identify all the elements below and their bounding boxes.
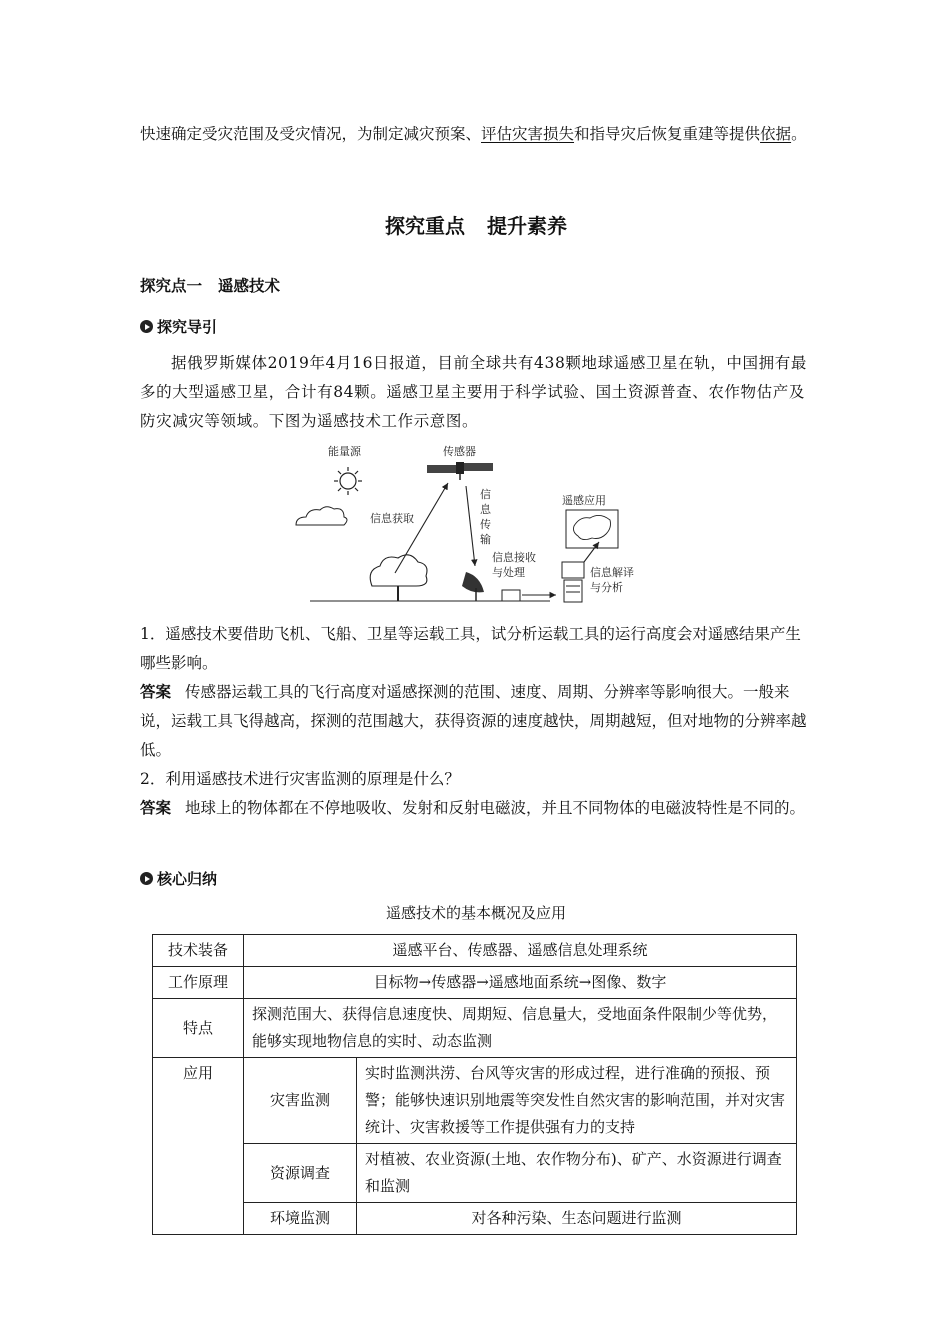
intro-underlined-1: 评估灾害损失 xyxy=(481,125,575,143)
label-rs-application: 遥感应用 xyxy=(562,494,606,507)
label-receive-2: 与处理 xyxy=(492,566,525,579)
answer-1 xyxy=(140,678,812,765)
section-title-left: 探究重点 xyxy=(385,214,465,238)
tree-icon xyxy=(370,555,427,601)
row-value-equipment: 遥感平台、传感器、遥感信息处理系统 xyxy=(244,935,797,967)
table-row xyxy=(153,1058,797,1144)
answer-1-text: 传感器运载工具的飞行高度对遥感探测的范围、速度、周期、分辨率等影响很大。一般来说，运载工具飞得越高，探测的范围越大，获得资源的速度越快，周期越短，但对地物的分辨率越低。 xyxy=(140,683,807,759)
label-info-acquire: 信息获取 xyxy=(370,512,414,525)
sub-key-disaster: 灾害监测 xyxy=(244,1058,357,1144)
row-key-principle: 工作原理 xyxy=(153,967,244,999)
answer-1-label: 答案 xyxy=(140,683,172,701)
question-2: 2．利用遥感技术进行灾害监测的原理是什么？ xyxy=(140,770,460,788)
table-row xyxy=(153,999,797,1058)
guide-paragraph: 据俄罗斯媒体2019年4月16日报道，目前全球共有438颗地球遥感卫星在轨，中国拥有最多的大型遥感卫星，合计有84颗。遥感卫星主要用于科学试验、国土资源普查、农作物估产及防灾减灾等领域。下图为遥感技术工作示意图。 xyxy=(140,354,807,430)
row-key-features: 特点 xyxy=(153,999,244,1058)
row-key-application: 应用 xyxy=(153,1058,244,1235)
play-marker-icon xyxy=(140,320,153,333)
sun-icon xyxy=(334,467,362,495)
section-title xyxy=(140,210,812,239)
label-receive-1: 信息接收 xyxy=(492,551,536,564)
intro-text-3: 。 xyxy=(791,125,807,143)
row-key-equipment: 技术装备 xyxy=(153,935,244,967)
row-value-principle: 目标物→传感器→遥感地面系统→图像、数字 xyxy=(244,967,797,999)
sub-value-resource: 对植被、农业资源(土地、农作物分布)、矿产、水资源进行调查和监测 xyxy=(357,1144,797,1203)
guide-heading-text: 探究导引 xyxy=(157,318,218,336)
label-transmit-1: 信 xyxy=(480,488,491,501)
label-transmit-4: 输 xyxy=(480,533,491,546)
core-heading-text: 核心归纳 xyxy=(157,870,218,888)
table-row xyxy=(153,967,797,999)
core-heading xyxy=(140,868,217,889)
arrow-transmit xyxy=(466,486,475,566)
label-sensor: 传感器 xyxy=(443,445,476,458)
intro-paragraph xyxy=(140,120,812,149)
play-marker-icon xyxy=(140,872,153,885)
sub-value-disaster: 实时监测洪涝、台风等灾害的形成过程，进行准确的预报、预警；能够快速识别地震等突发性自然灾害的影响范围，并对灾害统计、灾害救援等工作提供强有力的支持 xyxy=(357,1058,797,1144)
guide-heading xyxy=(140,316,217,337)
label-transmit-3: 传 xyxy=(480,518,491,531)
intro-text-2: 和指导灾后恢复重建等提供 xyxy=(574,125,761,143)
sub-key-resource: 资源调查 xyxy=(244,1144,357,1203)
intro-underlined-2: 依据 xyxy=(760,125,792,143)
answer-2-text: 地球上的物体都在不停地吸收、发射和反射电磁波，并且不同物体的电磁波特性是不同的。 xyxy=(185,799,806,817)
sub-value-environment: 对各种污染、生态问题进行监测 xyxy=(357,1203,797,1235)
point-title-topic: 遥感技术 xyxy=(218,277,281,295)
question-1: 1．遥感技术要借助飞机、飞船、卫星等运载工具，试分析运载工具的运行高度会对遥感结果产生哪些影响。 xyxy=(140,625,801,672)
sub-key-environment: 环境监测 xyxy=(244,1203,357,1235)
summary-table xyxy=(152,934,797,1235)
point-title xyxy=(140,274,280,296)
arrow-to-application xyxy=(584,542,599,562)
answer-2-label: 答案 xyxy=(140,799,172,817)
row-value-features: 探测范围大、获得信息速度快、周期短、信息量大，受地面条件限制少等优势，能够实现地物信息的实时、动态监测 xyxy=(244,999,797,1058)
label-interpret-1: 信息解译 xyxy=(590,566,634,579)
point-title-label: 探究点一 xyxy=(140,277,203,295)
computer-icon xyxy=(562,562,584,602)
table-title: 遥感技术的基本概况及应用 xyxy=(385,904,566,922)
arrow-acquire xyxy=(395,483,448,573)
remote-sensing-diagram xyxy=(290,438,670,610)
satellite-icon xyxy=(427,462,493,480)
cloud-icon xyxy=(296,507,347,525)
section-title-right: 提升素养 xyxy=(487,214,567,238)
table-row xyxy=(153,1144,797,1203)
table-row xyxy=(153,935,797,967)
answer-2 xyxy=(140,794,812,823)
label-transmit-2: 息 xyxy=(480,503,491,516)
intro-text-1: 快速确定受灾范围及受灾情况，为制定减灾预案、 xyxy=(140,125,482,143)
label-interpret-2: 与分析 xyxy=(590,581,623,594)
map-icon xyxy=(566,510,618,548)
table-row xyxy=(153,1203,797,1235)
label-energy-source: 能量源 xyxy=(328,445,361,458)
